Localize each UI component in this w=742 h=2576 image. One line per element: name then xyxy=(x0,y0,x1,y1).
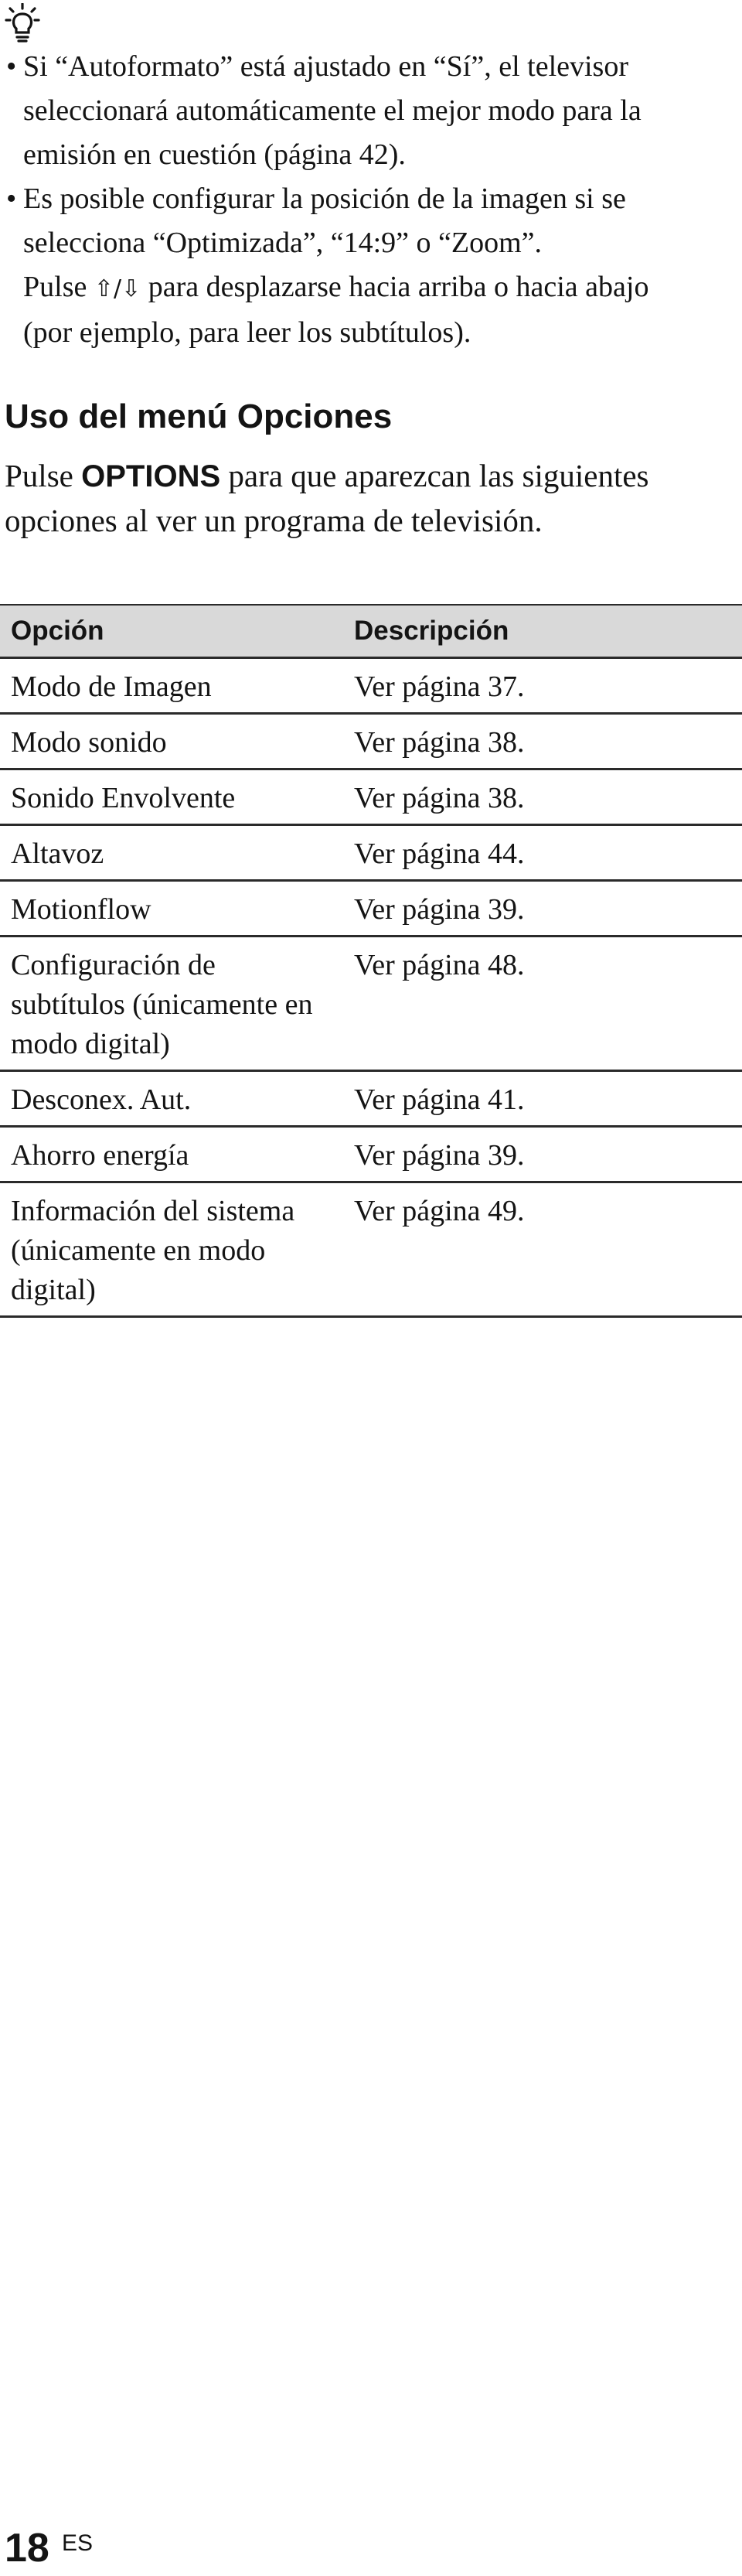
description-cell: Ver página 37. xyxy=(343,658,742,714)
table-row xyxy=(0,1182,742,1317)
option-cell: Configuración de subtítulos (únicamente en modo digital) xyxy=(0,937,343,1071)
tip-item xyxy=(6,45,702,177)
bullet: • xyxy=(6,50,17,83)
table-row xyxy=(0,881,742,937)
lightbulb-hint-icon xyxy=(5,3,40,43)
options-key-label: OPTIONS xyxy=(81,459,221,493)
table-row xyxy=(0,825,742,881)
intro-text-after: para que aparezcan las siguientes opciones al ver un programa de televisión. xyxy=(5,458,649,538)
option-cell: Modo sonido xyxy=(0,714,343,769)
tip-item xyxy=(6,265,702,355)
table-row xyxy=(0,769,742,825)
table-row xyxy=(0,658,742,714)
description-cell: Ver página 44. xyxy=(343,825,742,881)
option-cell: Motionflow xyxy=(0,881,343,937)
option-cell: Desconex. Aut. xyxy=(0,1071,343,1127)
page-number: 18 xyxy=(5,2526,49,2571)
description-cell: Ver página 49. xyxy=(343,1182,742,1317)
description-cell: Ver página 38. xyxy=(343,769,742,825)
description-cell: Ver página 39. xyxy=(343,881,742,937)
tip-list xyxy=(6,45,702,355)
tip-item xyxy=(6,177,702,265)
table-header-row xyxy=(0,605,742,658)
column-header-option: Opción xyxy=(0,605,343,658)
option-cell: Ahorro energía xyxy=(0,1127,343,1182)
description-cell: Ver página 48. xyxy=(343,937,742,1071)
section-intro xyxy=(5,454,685,543)
description-cell: Ver página 39. xyxy=(343,1127,742,1182)
section-title: Uso del menú Opciones xyxy=(5,397,393,435)
table-row xyxy=(0,714,742,769)
table-row xyxy=(0,1071,742,1127)
description-cell: Ver página 41. xyxy=(343,1071,742,1127)
tip-text-after: para desplazarse hacia arriba o hacia abajo (por ejemplo, para leer los subtítulos). xyxy=(23,271,649,349)
table-row xyxy=(0,1127,742,1182)
tip-text-before: Pulse xyxy=(23,271,94,303)
intro-text-before: Pulse xyxy=(5,458,82,493)
options-table xyxy=(0,604,742,1318)
tip-text: Es posible configurar la posición de la imagen si se selecciona “Optimizada”, “14:9” o “Zoom”. xyxy=(23,183,626,259)
option-cell: Modo de Imagen xyxy=(0,658,343,714)
tip-text: Si “Autoformato” está ajustado en “Sí”, el televisor seleccionará automáticamente el mejor modo para la emisión en cuestión (página 42). xyxy=(23,50,642,171)
description-cell: Ver página 38. xyxy=(343,714,742,769)
option-cell: Información del sistema (únicamente en modo digital) xyxy=(0,1182,343,1317)
up-down-arrows-icon: ⇧/⇩ xyxy=(94,275,141,302)
bullet: • xyxy=(6,183,17,215)
page-language-code: ES xyxy=(62,2530,94,2556)
option-cell: Altavoz xyxy=(0,825,343,881)
option-cell: Sonido Envolvente xyxy=(0,769,343,825)
column-header-description: Descripción xyxy=(343,605,742,658)
table-row xyxy=(0,937,742,1071)
